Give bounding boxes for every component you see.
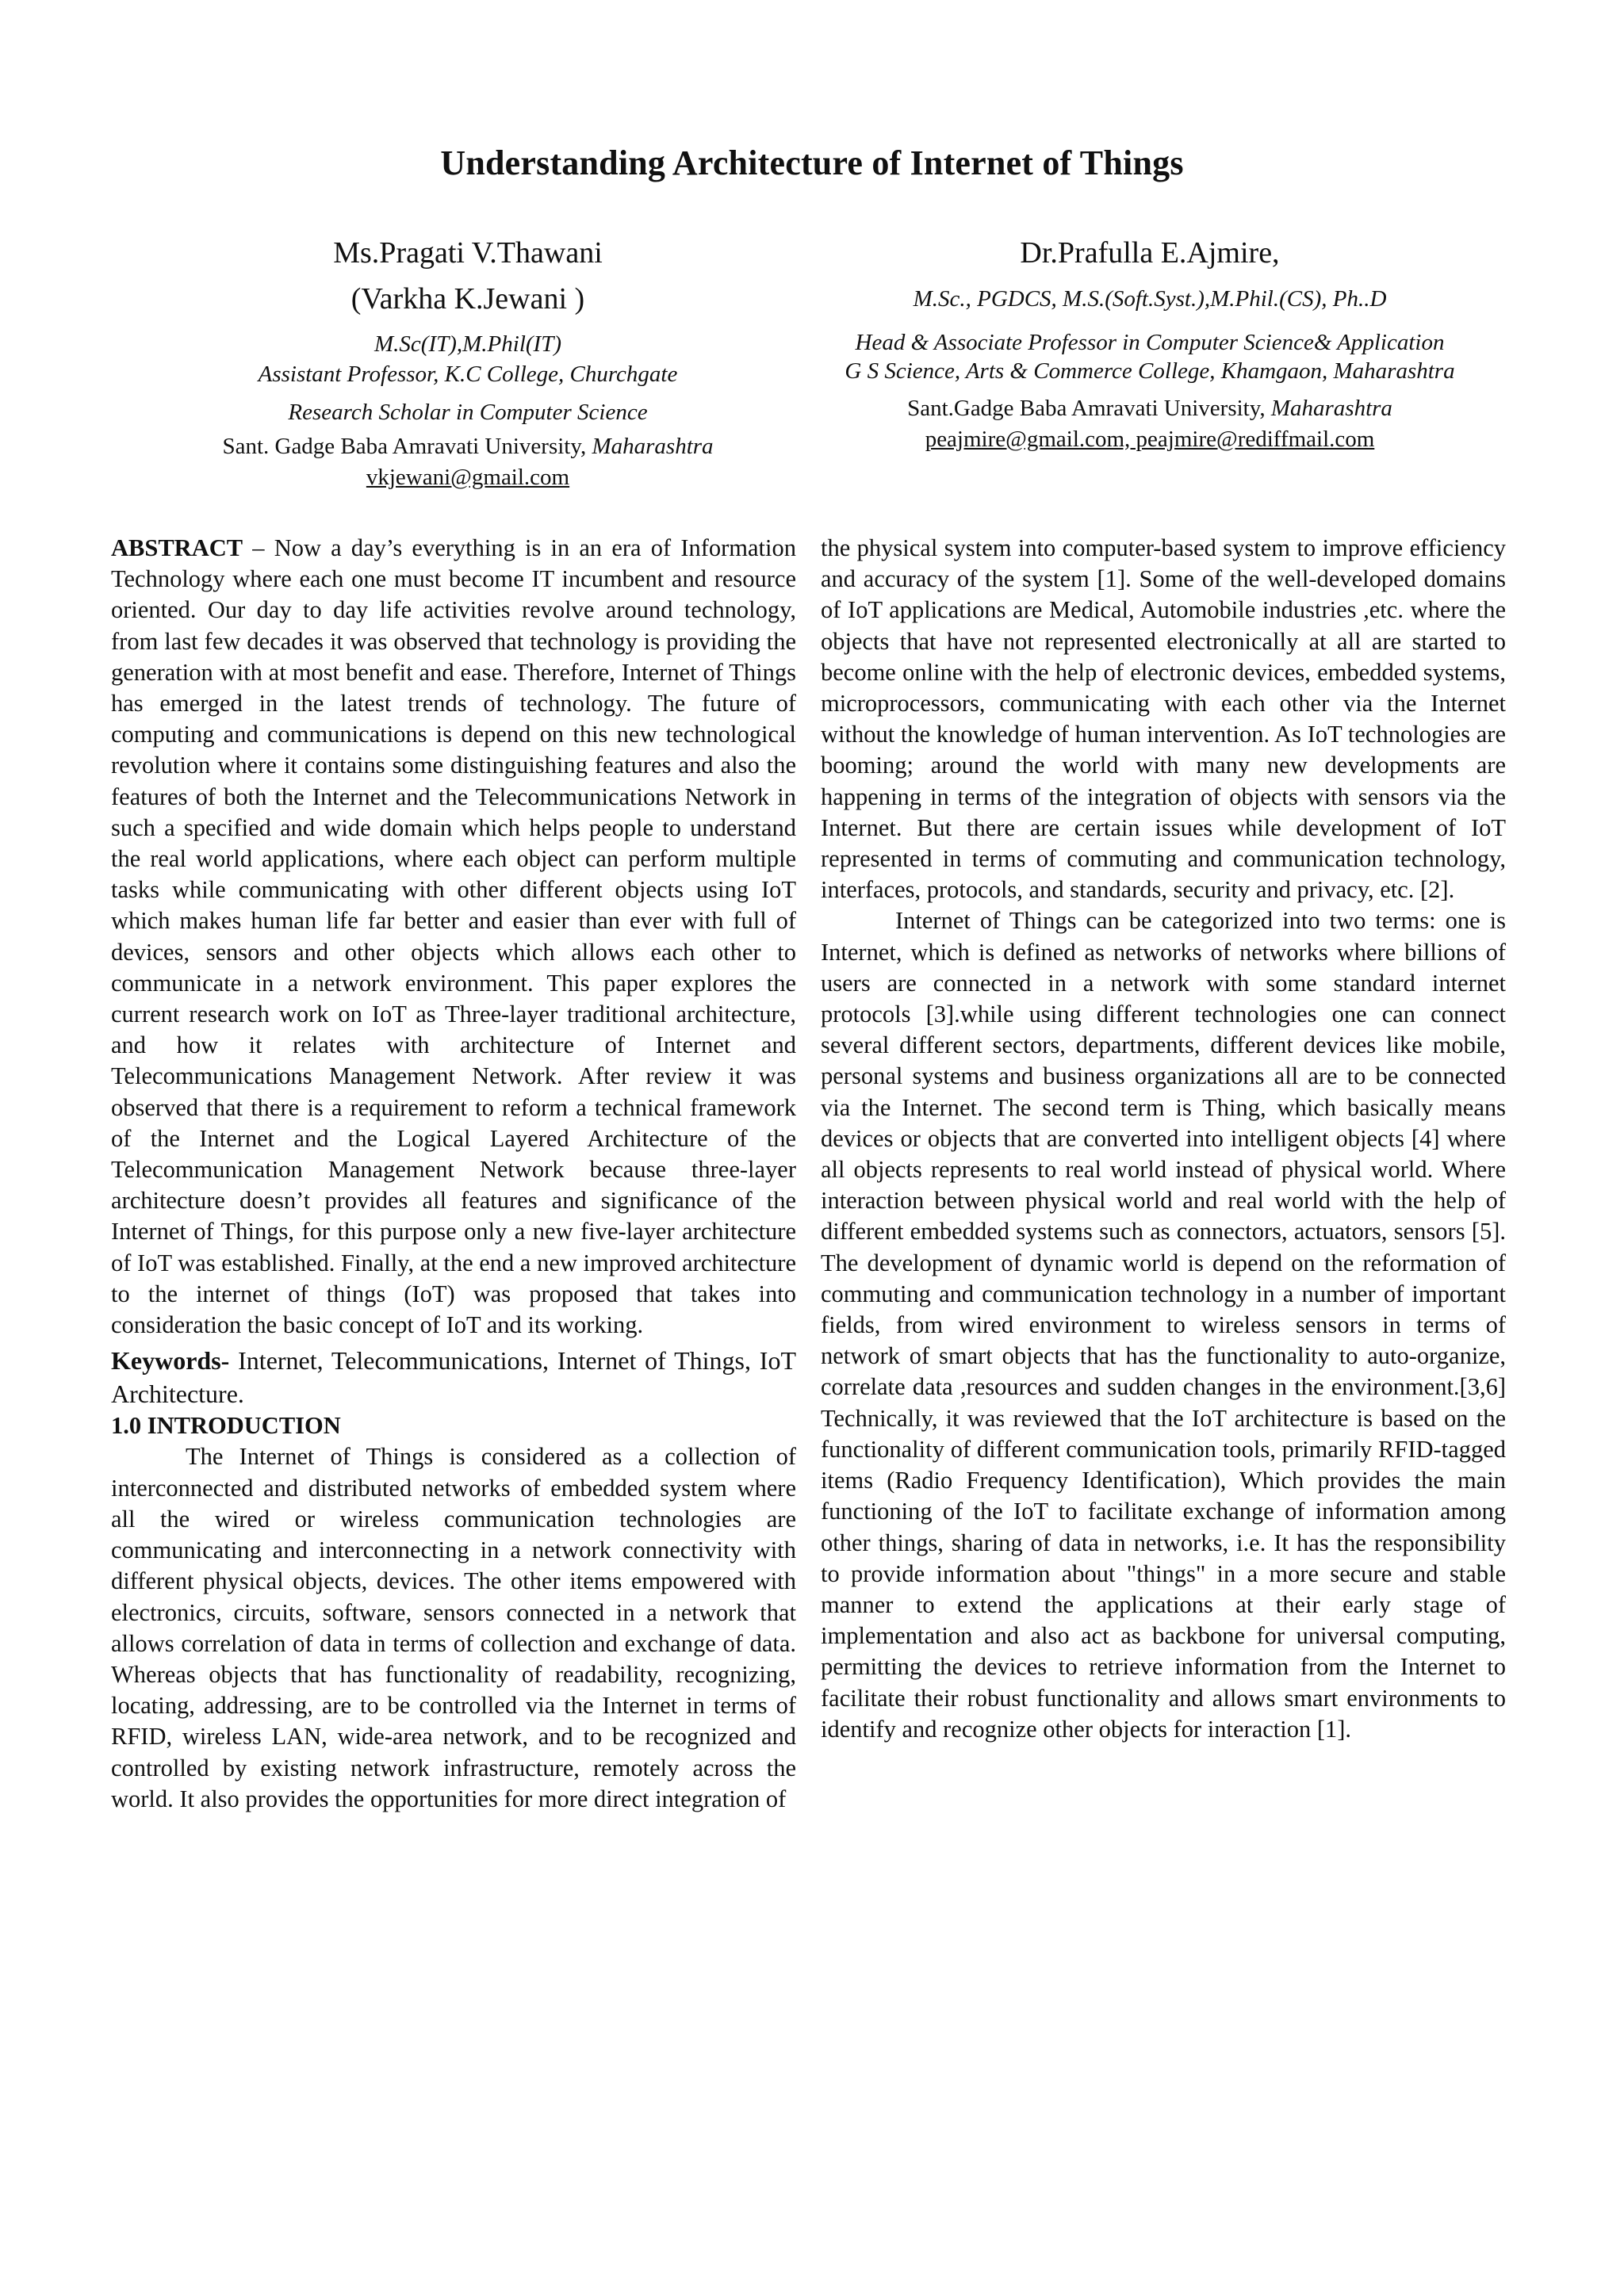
introduction-heading: 1.0 INTRODUCTION <box>111 1412 341 1440</box>
keywords-label: Keywords- <box>111 1346 230 1376</box>
author-left-name: Ms.Pragati V.Thawani <box>333 236 603 270</box>
introduction-para1: The Internet of Things is considered as a collection of interconnected and distributed networks of embedded system where all the wired or wireless communication technologies are communicating and interconnecting in a network connectivity with different physical objects, devices. The other items empowered with electronics, circuits, software, sensors connected in a network that allows correlation of data in terms of collection and exchange of data. Whereas objects that has functionality of readability, recognizing, locating, addressing, are to be controlled via the Internet in terms of RFID, wireless LAN, wide-area network, and to be recognized and controlled by existing network infrastructure, remotely across the world. It also provides the opportunities for more direct integration of <box>111 1443 796 1812</box>
author-right-position: Head & Associate Professor in Computer Science& Application <box>855 330 1445 355</box>
author-left-university-region: Maharashtra <box>592 434 714 459</box>
author-right-university-region: Maharashtra <box>1270 396 1392 421</box>
abstract-label: ABSTRACT <box>111 534 243 561</box>
author-left-alias: (Varkha K.Jewani ) <box>350 282 585 316</box>
column-right <box>821 533 1506 1745</box>
author-left-university-name: Sant. Gadge Baba Amravati University, <box>222 434 587 459</box>
introduction-para2: Internet of Things can be categorized into two terms: one is Internet, which is defined as networks of networks where billions of users are connected in a network with some standard internet protocols [3].while using different technologies one can connect several different sectors, departments, different devices like mobile, personal systems and business organizations all are to be connected via the Internet. The second term is Thing, which basically means devices or objects that are converted into intelligent objects [4] where all objects represents to real world instead of physical world. Where interaction between physical world and real world with the help of different embedded systems such as connectors, actuators, sensors [5]. The development of dynamic world is depend on the reformation of commuting and communication technology in a number of important fields, from wired environment to wireless sensors in terms of network of smart objects that has the functionality to auto-organize, correlate data ,resources and sudden changes in the environment.[3,6] Technically, it was reviewed that the IoT architecture is based on the functionality of different communication tools, primarily RFID-tagged items (Radio Frequency Identification), Which provides the main functioning of the IoT to facilitate exchange of information among other things, sharing of data in networks, i.e. It has the responsibility to provide information about "things" in a more secure and stable manner to extend the applications at their early stage of implementation and also act as backbone for universal computing, permitting the devices to retrieve information from the Internet to facilitate their robust functionality and allows smart environments to identify and recognize other objects for interaction [1]. <box>821 907 1506 1743</box>
author-right-university <box>793 392 1507 425</box>
author-right-college: G S Science, Arts & Commerce College, Khamgaon, Maharashtra <box>845 358 1455 384</box>
paper-title: Understanding Architecture of Internet of Things <box>440 144 1184 182</box>
author-right-emails[interactable]: peajmire@gmail.com, peajmire@rediffmail.com <box>925 427 1375 452</box>
author-left <box>111 230 825 492</box>
author-left-email[interactable]: vkjewani@gmail.com <box>366 465 570 490</box>
author-left-role: Research Scholar in Computer Science <box>288 400 648 425</box>
author-right-name: Dr.Prafulla E.Ajmire, <box>1020 236 1280 270</box>
author-right <box>793 230 1507 453</box>
author-right-university-name: Sant.Gadge Baba Amravati University, <box>907 396 1266 421</box>
author-right-degrees: M.Sc., PGDCS, M.S.(Soft.Syst.),M.Phil.(CS), Ph..D <box>913 286 1387 312</box>
keywords-paragraph <box>111 1344 796 1410</box>
abstract-paragraph <box>111 533 796 1341</box>
keywords-text: Internet, Telecommunications, Internet of Things, IoT Architecture. <box>111 1346 796 1409</box>
column-left <box>111 533 796 1815</box>
author-left-position: Assistant Professor, K.C College, Churchgate <box>258 362 678 387</box>
introduction-para1-cont: the physical system into computer-based system to improve efficiency and accuracy of the system [1]. Some of the well-developed domains of IoT applications are Medical, Automobile industries ,etc. where the objects that have not represented electronically at all are started to become online with the help of electronic devices, embedded systems, microprocessors, communicating with each other via the Internet without the knowledge of human intervention. As IoT technologies are booming; around the world with many new developments are happening in terms of the integration of objects with sensors via the Internet. But there are certain issues while development of IoT represented in terms of commuting and communication technology, interfaces, protocols, and standards, security and privacy, etc. [2]. <box>821 534 1506 904</box>
author-left-university <box>111 430 825 463</box>
author-left-degrees: M.Sc(IT),M.Phil(IT) <box>374 331 561 357</box>
abstract-text: – Now a day’s everything is in an era of Information Technology where each one must become IT incumbent and resource oriented. Our day to day life activities revolve around technology, from last few decades it was observed that technology is providing the generation with at most benefit and ease. Therefore, Internet of Things has emerged in the latest trends of technology. The future of computing and communications is depend on this new technological revolution where it contains some distinguishing features and also the features of both the Internet and the Telecommunications Network in such a specified and wide domain which helps people to understand the real world applications, where each object can perform multiple tasks while communicating with other different objects using IoT which makes human life far better and easier than ever with full of devices, sensors and other objects which allows each other to communicate in a network environment. This paper explores the current research work on IoT as Three-layer traditional architecture, and how it relates with architecture of Internet and Telecommunications Management Network. After review it was observed that there is a requirement to reform a technical framework of the Internet and the Logical Layered Architecture of the Telecommunication Management Network because three-layer architecture doesn’t provides all features and significance of the Internet of Things, for this purpose only a new five-layer architecture of IoT was established. Finally, at the end a new improved architecture to the internet of things (IoT) was proposed that takes into consideration the basic concept of IoT and its working. <box>111 534 796 1339</box>
